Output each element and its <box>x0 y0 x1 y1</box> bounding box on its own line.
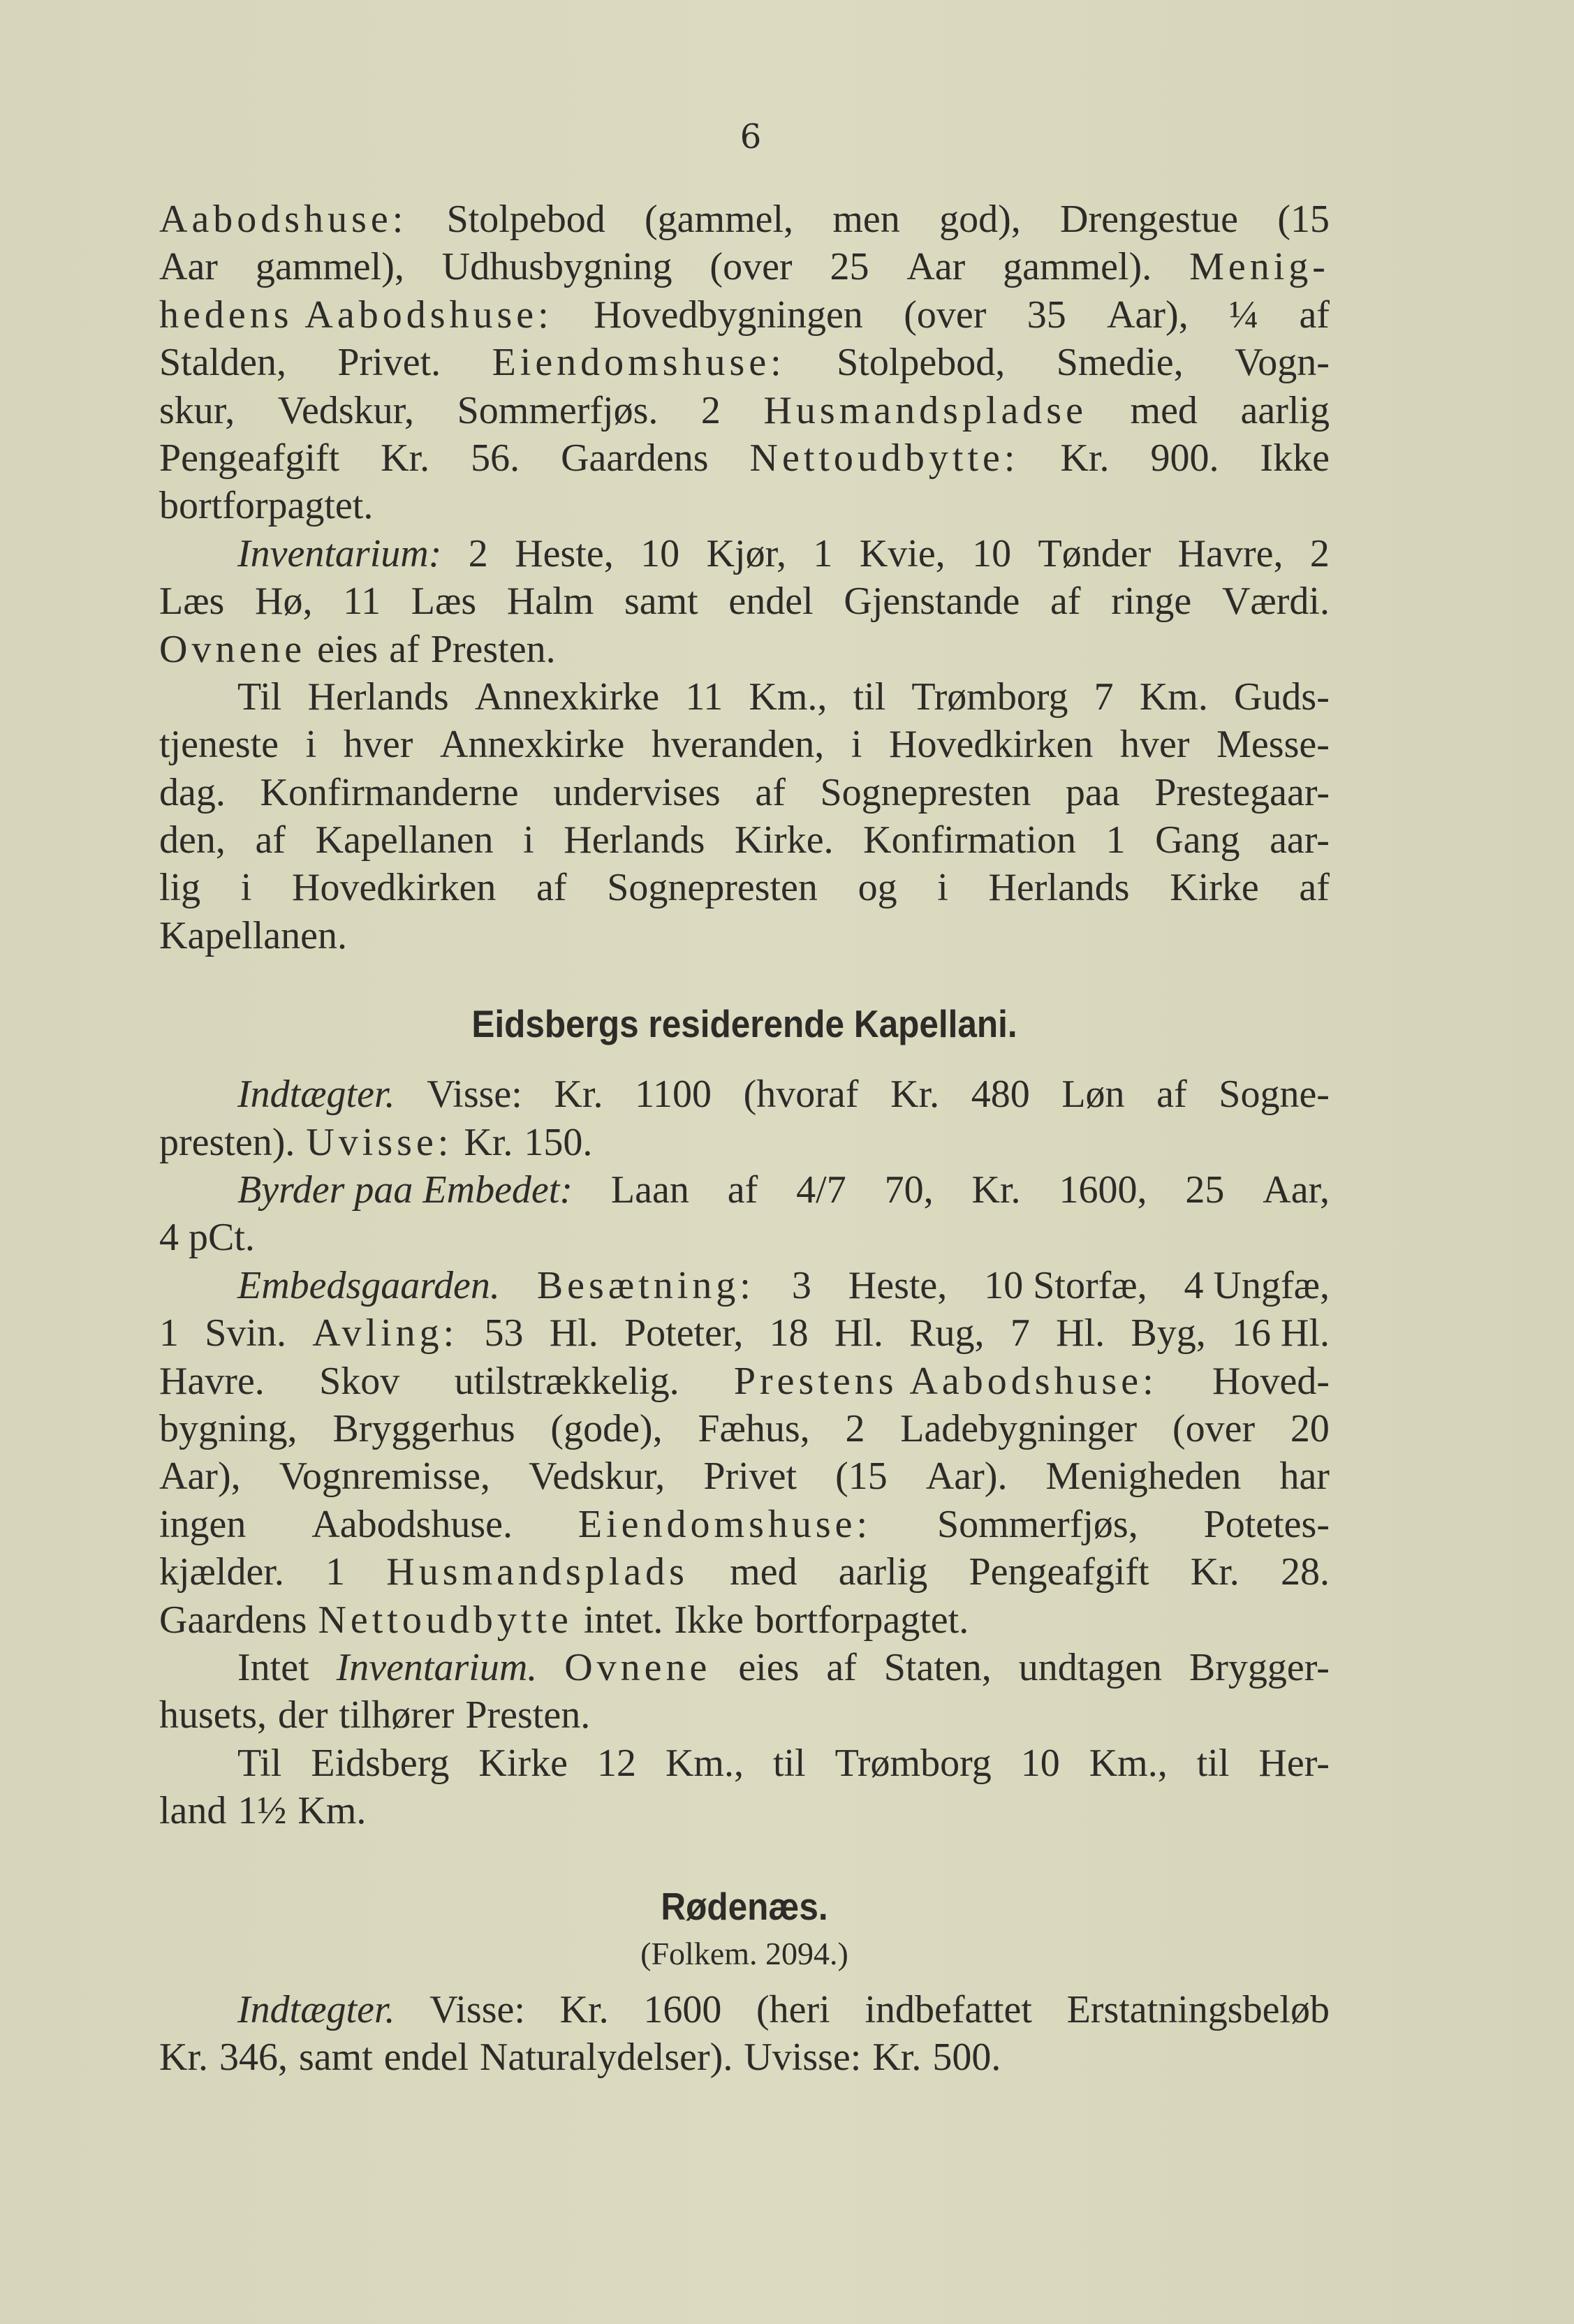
word: Avling: <box>312 1311 459 1355</box>
text-line <box>159 1501 1330 1548</box>
word: husets, <box>159 1693 267 1737</box>
word: Vedskur, <box>528 1455 665 1499</box>
word: 7 <box>1010 1311 1030 1355</box>
word: indbefattet <box>865 1987 1032 2031</box>
word: Km., <box>665 1741 744 1785</box>
word: 480 <box>971 1073 1030 1117</box>
word: 20 <box>1290 1406 1330 1450</box>
text-line <box>159 1644 1330 1691</box>
word: Km. <box>297 1789 367 1833</box>
word: Bryggerhus <box>332 1406 515 1450</box>
word: 53 <box>484 1311 524 1355</box>
word: god), <box>939 198 1021 241</box>
word: Havre. <box>159 1359 265 1403</box>
word: 70, <box>884 1168 934 1212</box>
word: Værdi. <box>1221 580 1330 624</box>
word: Eiendomshuse: <box>578 1502 872 1546</box>
text-line <box>159 434 1330 482</box>
word: med <box>730 1550 797 1594</box>
word: (gammel, <box>645 198 794 241</box>
word: 25 <box>830 245 869 289</box>
word: 4 Ungfæ, <box>1184 1263 1330 1307</box>
word: bortforpagtet. <box>754 1598 969 1642</box>
text-line <box>159 1119 1330 1166</box>
word: Smedie, <box>1056 341 1184 385</box>
word: Naturalydelser). <box>480 2035 733 2079</box>
word: (gode), <box>550 1406 663 1450</box>
word: 4/7 <box>796 1168 846 1212</box>
word: Til <box>237 675 282 719</box>
word: Ikke <box>1260 436 1330 480</box>
word: Herlands <box>988 866 1130 910</box>
word: Byrder paa Embedet: <box>237 1168 573 1212</box>
word: (15 <box>835 1455 888 1499</box>
word: af <box>389 627 420 671</box>
word: af <box>826 1645 857 1689</box>
word: dag. <box>159 770 226 814</box>
text-line <box>159 1166 1330 1214</box>
word: Vogn- <box>1235 341 1330 385</box>
word: Hl. <box>549 1311 598 1355</box>
word: 11 <box>685 675 723 719</box>
word: 10 <box>1020 1741 1060 1785</box>
word: i <box>937 866 948 910</box>
word: af <box>727 1168 758 1212</box>
word: med <box>1130 388 1198 432</box>
word: 1 <box>1105 818 1126 862</box>
section-heading: Eidsbergs residerende Kapellani. <box>471 1002 1017 1046</box>
word: Hovedkirken <box>889 723 1094 767</box>
word: aar- <box>1270 818 1330 862</box>
word: Kvie, <box>859 531 946 575</box>
word: Sommerfjøs, <box>936 1502 1138 1546</box>
word: 1100 <box>635 1073 712 1117</box>
text-line <box>159 816 1330 864</box>
word: Kr. <box>1060 436 1110 480</box>
word: Til <box>237 1741 282 1785</box>
word: Hovedkirken <box>292 866 497 910</box>
word: Kapellanen <box>315 818 494 862</box>
word: Indtægter. <box>237 1073 395 1117</box>
page-number: 6 <box>740 117 762 156</box>
word: 2 <box>700 388 721 432</box>
word: Kirke <box>478 1741 568 1785</box>
word: 10 <box>640 531 680 575</box>
word: Hoved- <box>1212 1359 1330 1403</box>
word: af <box>1299 866 1330 910</box>
text-line <box>159 1309 1330 1357</box>
word: 16 Hl. <box>1231 1311 1330 1355</box>
word: af <box>1156 1073 1187 1117</box>
word: 2 <box>468 531 488 575</box>
word: (over <box>1172 1406 1256 1450</box>
text-line <box>159 196 1330 243</box>
word: intet. <box>583 1598 663 1642</box>
word: Aabodshuse. <box>311 1502 513 1546</box>
word: har <box>1279 1455 1330 1499</box>
word: Stalden, <box>159 341 286 385</box>
word: Km. <box>1139 675 1208 719</box>
word: Gjenstande <box>844 580 1020 624</box>
word: 1½ <box>237 1789 287 1833</box>
text-line <box>159 626 1330 673</box>
word: Aar), <box>159 1455 241 1499</box>
text-line <box>159 339 1330 386</box>
word: men <box>832 198 900 241</box>
word: Kr. <box>464 1120 513 1164</box>
word: 1 <box>325 1550 346 1594</box>
word: Gaardens <box>159 1598 307 1642</box>
word: hveranden, <box>651 723 825 767</box>
word: Aabodshuse: <box>159 198 408 241</box>
word: 28. <box>1281 1550 1330 1594</box>
word: Sogne- <box>1219 1073 1330 1117</box>
text-line <box>159 1787 1330 1834</box>
word: hver <box>1120 723 1190 767</box>
word: samt <box>299 2035 373 2079</box>
text-line <box>159 1405 1330 1452</box>
word: Kr. <box>381 436 430 480</box>
word: Kr. <box>159 2035 208 2079</box>
word: Skov <box>319 1359 400 1403</box>
word: Hl. <box>1056 1311 1105 1355</box>
word: 1 <box>159 1311 179 1355</box>
word: lig <box>159 866 201 910</box>
word: Vognremisse, <box>279 1455 490 1499</box>
word: utilstrækkelig. <box>454 1359 679 1403</box>
word: (heri <box>756 1987 830 2031</box>
word: ringe <box>1111 580 1192 624</box>
text-line <box>159 482 1330 529</box>
word: Kr. <box>1190 1550 1240 1594</box>
word: til <box>772 1741 806 1785</box>
text-line <box>159 1986 1330 2034</box>
word: hver <box>343 723 413 767</box>
text-line <box>159 2034 1330 2081</box>
word: Aar <box>906 245 966 289</box>
word: Halm <box>506 580 594 624</box>
word: til <box>853 675 886 719</box>
word: Prestegaar- <box>1154 770 1330 814</box>
word: Messe- <box>1216 723 1330 767</box>
word: Sognepresten <box>820 770 1031 814</box>
word: (hvoraf <box>743 1073 859 1117</box>
text-line <box>159 1262 1330 1309</box>
word: endel <box>383 2035 469 2079</box>
word: Menig- <box>1189 245 1330 289</box>
word: Ikke <box>674 1598 744 1642</box>
text-line <box>159 530 1330 578</box>
word: Kr. <box>559 1987 609 2031</box>
word: af <box>255 818 286 862</box>
text-line <box>159 1596 1330 1644</box>
word: til <box>1196 1741 1230 1785</box>
word: Kirke. <box>735 818 834 862</box>
word: gammel). <box>1003 245 1152 289</box>
word: presten). <box>159 1120 295 1164</box>
word: bygning, <box>159 1406 297 1450</box>
word: der <box>278 1693 328 1737</box>
text-line <box>159 1071 1330 1118</box>
word: Pengeafgift <box>159 436 340 480</box>
word: Konfirmanderne <box>260 770 519 814</box>
word: Hl. <box>834 1311 883 1355</box>
word: i <box>305 723 317 767</box>
word: Herlands <box>307 675 449 719</box>
section-subheading: (Folkem. 2094.) <box>640 1935 848 1971</box>
word: Prestens Aabodshuse: <box>733 1359 1158 1403</box>
word: Heste, <box>848 1263 948 1307</box>
word: kjælder. <box>159 1550 284 1594</box>
word: Ovnene <box>159 627 307 671</box>
word: 900. <box>1150 436 1219 480</box>
word: Sommerfjøs. <box>457 388 659 432</box>
text-line <box>159 387 1330 434</box>
word: Her- <box>1258 1741 1330 1785</box>
word: 18 <box>769 1311 809 1355</box>
word: Stolpebod <box>446 198 605 241</box>
word: skur, <box>159 388 235 432</box>
word: Eiendomshuse: <box>492 341 786 385</box>
word: undtagen <box>1018 1645 1162 1689</box>
word: hedens Aabodshuse: <box>159 293 553 337</box>
word: Inventarium. <box>336 1645 538 1689</box>
word: paa <box>1065 770 1120 814</box>
text-line <box>159 721 1330 768</box>
word: ¼ <box>1229 293 1259 337</box>
word: Aar). <box>925 1455 1008 1499</box>
word: Eidsberg <box>311 1741 450 1785</box>
word: Brygger- <box>1189 1645 1330 1689</box>
word: Inventarium: <box>237 531 442 575</box>
word: af <box>1050 580 1081 624</box>
text-line <box>159 864 1330 911</box>
text-line <box>159 1740 1330 1787</box>
word: Km., <box>1089 1741 1168 1785</box>
word: Kirke <box>1170 866 1259 910</box>
word: Udhusbygning <box>441 245 672 289</box>
word: 11 <box>343 580 381 624</box>
text-line <box>159 291 1330 339</box>
word: tjeneste <box>159 723 279 767</box>
word: Indtægter. <box>237 1987 395 2031</box>
word: Vedskur, <box>277 388 415 432</box>
word: Kr. <box>872 2035 922 2079</box>
word: 2 <box>1309 531 1330 575</box>
word: Husmandspladse <box>763 388 1087 432</box>
word: 3 <box>791 1263 811 1307</box>
word: 12 <box>596 1741 636 1785</box>
word: Husmandsplads <box>386 1550 689 1594</box>
word: Besætning: <box>536 1263 755 1307</box>
word: samt <box>624 580 698 624</box>
section-heading: Rødenæs. <box>661 1884 828 1928</box>
word: Uvisse: <box>744 2035 862 2079</box>
word: Løn <box>1061 1073 1125 1117</box>
text-line <box>159 1452 1330 1500</box>
word: 1600 <box>643 1987 722 2031</box>
word: land <box>159 1789 227 1833</box>
word: Potetes- <box>1203 1502 1330 1546</box>
word: Ladebygninger <box>900 1406 1138 1450</box>
word: i <box>523 818 534 862</box>
word: Kr. <box>890 1073 940 1117</box>
word: eies <box>738 1645 800 1689</box>
word: Privet <box>703 1455 797 1499</box>
word: 150. <box>524 1120 593 1164</box>
word: Kr. <box>971 1168 1021 1212</box>
word: eies <box>317 627 378 671</box>
word: aarlig <box>1240 388 1330 432</box>
word: Kr. <box>554 1073 603 1117</box>
word: 1600, <box>1059 1168 1147 1212</box>
word: Ovnene <box>564 1645 712 1689</box>
word: 1 <box>813 531 833 575</box>
word: Stolpebod, <box>837 341 1006 385</box>
word: Intet <box>237 1645 309 1689</box>
word: den, <box>159 818 226 862</box>
word: og <box>858 866 897 910</box>
word: Visse: <box>429 1987 525 2031</box>
text-line <box>159 1548 1330 1596</box>
word: Aar), <box>1107 293 1189 337</box>
word: i <box>851 723 862 767</box>
word: Erstatningsbeløb <box>1066 1987 1330 2031</box>
word: ingen <box>159 1502 247 1546</box>
word: Staten, <box>883 1645 992 1689</box>
word: af <box>536 866 567 910</box>
word: Heste, <box>515 531 614 575</box>
word: Rug, <box>909 1311 985 1355</box>
word: Nettoudbytte: <box>749 436 1020 480</box>
word: Privet. <box>337 341 441 385</box>
word: Fæhus, <box>698 1406 810 1450</box>
word: 35 <box>1027 293 1066 337</box>
word: 4 pCt. <box>159 1216 255 1260</box>
text-line <box>159 1214 1330 1261</box>
word: Konfirmation <box>863 818 1076 862</box>
word: 56. <box>471 436 520 480</box>
word: bortforpagtet. <box>159 484 374 528</box>
word: Læs <box>159 580 225 624</box>
word: undervises <box>553 770 721 814</box>
word: 25 <box>1185 1168 1225 1212</box>
word: Poteter, <box>624 1311 744 1355</box>
word: Presten. <box>430 627 556 671</box>
word: 7 <box>1094 675 1114 719</box>
word: af <box>755 770 786 814</box>
word: Laan <box>610 1168 689 1212</box>
text-line <box>159 243 1330 290</box>
word: Trømborg <box>834 1741 992 1785</box>
word: Aar <box>159 245 218 289</box>
word: Gang <box>1155 818 1240 862</box>
word: Hovedbygningen <box>594 293 863 337</box>
word: Guds- <box>1233 675 1330 719</box>
text-line <box>159 673 1330 721</box>
word: Trømborg <box>911 675 1068 719</box>
word: (over <box>904 293 987 337</box>
text-line <box>159 912 1330 959</box>
word: Pengeafgift <box>969 1550 1149 1594</box>
word: Embedsgaarden. <box>237 1263 500 1307</box>
word: Nettoudbytte <box>318 1598 573 1642</box>
word: Sognepresten <box>607 866 818 910</box>
word: Hø, <box>255 580 313 624</box>
word: gammel), <box>255 245 404 289</box>
word: af <box>1299 293 1330 337</box>
word: Læs <box>411 580 477 624</box>
word: Kapellanen. <box>159 913 347 957</box>
word: Gaardens <box>561 436 709 480</box>
word: Herlands <box>564 818 705 862</box>
text-column <box>159 196 1330 2081</box>
word: Tønder <box>1038 531 1152 575</box>
word: Annexkirke <box>474 675 660 719</box>
word: Kjør, <box>706 531 786 575</box>
word: i <box>240 866 252 910</box>
word: (over <box>709 245 793 289</box>
word: Drengestue <box>1060 198 1239 241</box>
word: 10 Storfæ, <box>984 1263 1147 1307</box>
text-line <box>159 1691 1330 1739</box>
word: 2 <box>845 1406 865 1450</box>
text-line <box>159 769 1330 816</box>
word: 500. <box>932 2035 1001 2079</box>
word: tilhører <box>339 1693 455 1737</box>
word: 10 <box>972 531 1012 575</box>
text-line <box>159 578 1330 625</box>
word: Km., <box>749 675 828 719</box>
word: 346, <box>219 2035 288 2079</box>
word: (15 <box>1277 198 1330 241</box>
text-line <box>159 1358 1330 1405</box>
word: endel <box>728 580 814 624</box>
word: Byg, <box>1131 1311 1206 1355</box>
word: Svin. <box>205 1311 286 1355</box>
word: Menigheden <box>1045 1455 1242 1499</box>
word: Aar, <box>1263 1168 1330 1212</box>
word: Havre, <box>1177 531 1284 575</box>
word: Annexkirke <box>440 723 625 767</box>
word: aarlig <box>838 1550 928 1594</box>
word: Presten. <box>465 1693 591 1737</box>
word: Visse: <box>427 1073 522 1117</box>
word: Uvisse: <box>306 1120 453 1164</box>
